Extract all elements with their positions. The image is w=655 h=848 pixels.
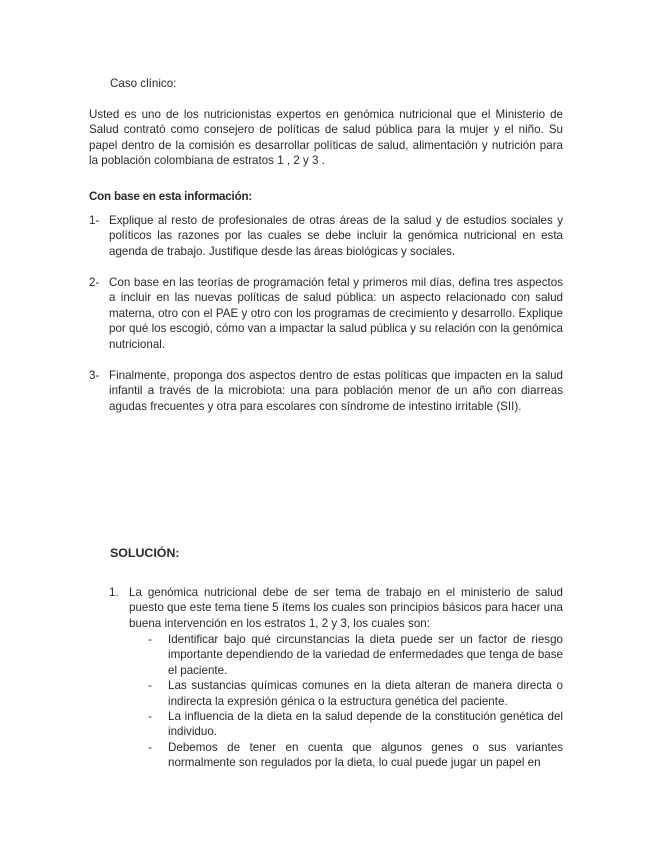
solution-item-1: [109, 585, 563, 631]
list-item: [148, 740, 563, 771]
solution-number: 1.: [109, 586, 119, 599]
bullet-text: Las sustancias químicas comunes en la dieta alteran de manera directa o indirecta la expresión génica o la estructura genética del paciente.: [168, 679, 563, 708]
bullet-dash: -: [148, 710, 152, 724]
question-number: 1-: [89, 214, 100, 227]
case-title: Caso clínico:: [110, 77, 177, 90]
bullet-dash: -: [148, 740, 152, 754]
bullet-dash: -: [148, 679, 152, 693]
question-item-3: [89, 368, 563, 414]
question-item-1: [89, 213, 563, 259]
list-item: [148, 632, 563, 678]
case-intro-paragraph: Usted es uno de los nutricionistas expertos en genómica nutricional que el Ministerio de Salud contrató como consejero de políticas de salud pública para la mujer y el niño. Su papel dentro de la comisión es desarrollar políticas de salud, alimentación y nutrición para la población colombiana de estratos 1 , 2 y 3 .: [89, 108, 563, 168]
instructions-heading: Con base en esta información:: [89, 190, 252, 203]
solution-text: La genómica nutricional debe de ser tema de trabajo en el ministerio de salud puesto que este tema tiene 5 ítems los cuales son principios básicos para hacer una buena intervención en los estratos 1, 2 y 3, los cuales son:: [129, 586, 563, 630]
solution-bullet-list: [148, 632, 563, 771]
bullet-dash: -: [148, 633, 152, 646]
question-text: Con base en las teorías de programación fetal y primeros mil días, defina tres aspectos a incluir en las nuevas políticas de salud pública: un aspecto relacionado con salud materna, otro con el PAE y otro con los programas de crecimiento y desarrollo. Explique por qué los escogió, cómo van a impactar la salud pública y su relación con la genómica nutricional.: [109, 276, 563, 351]
list-item: [148, 678, 563, 709]
question-text: Explique al resto de profesionales de otras áreas de la salud y de estudios sociales y políticos las razones por las cuales se debe incluir la genómica nutricional en esta agenda de trabajo. Justifique desde las áreas biológicas y sociales.: [109, 214, 563, 258]
bullet-text: Debemos de tener en cuenta que algunos genes o sus variantes normalmente son regulados por la dieta, lo cual puede jugar un papel en: [168, 740, 563, 770]
list-item: [148, 709, 563, 740]
bullet-text: Identificar bajo qué circunstancias la dieta puede ser un factor de riesgo importante dependiendo de la variedad de enfermedades que tenga de base el paciente.: [168, 633, 563, 677]
bullet-text: La influencia de la dieta en la salud depende de la constitución genética del individuo.: [168, 710, 563, 739]
question-item-2: [89, 275, 563, 352]
question-number: 2-: [89, 276, 100, 289]
question-number: 3-: [89, 369, 100, 382]
question-text: Finalmente, proponga dos aspectos dentro de estas políticas que impacten en la salud infantil a través de la microbiota: una para población menor de un año con diarreas agudas frecuentes y otra para escolares con síndrome de intestino irritable (SII).: [109, 369, 563, 413]
solution-title: SOLUCIÓN:: [110, 546, 180, 560]
